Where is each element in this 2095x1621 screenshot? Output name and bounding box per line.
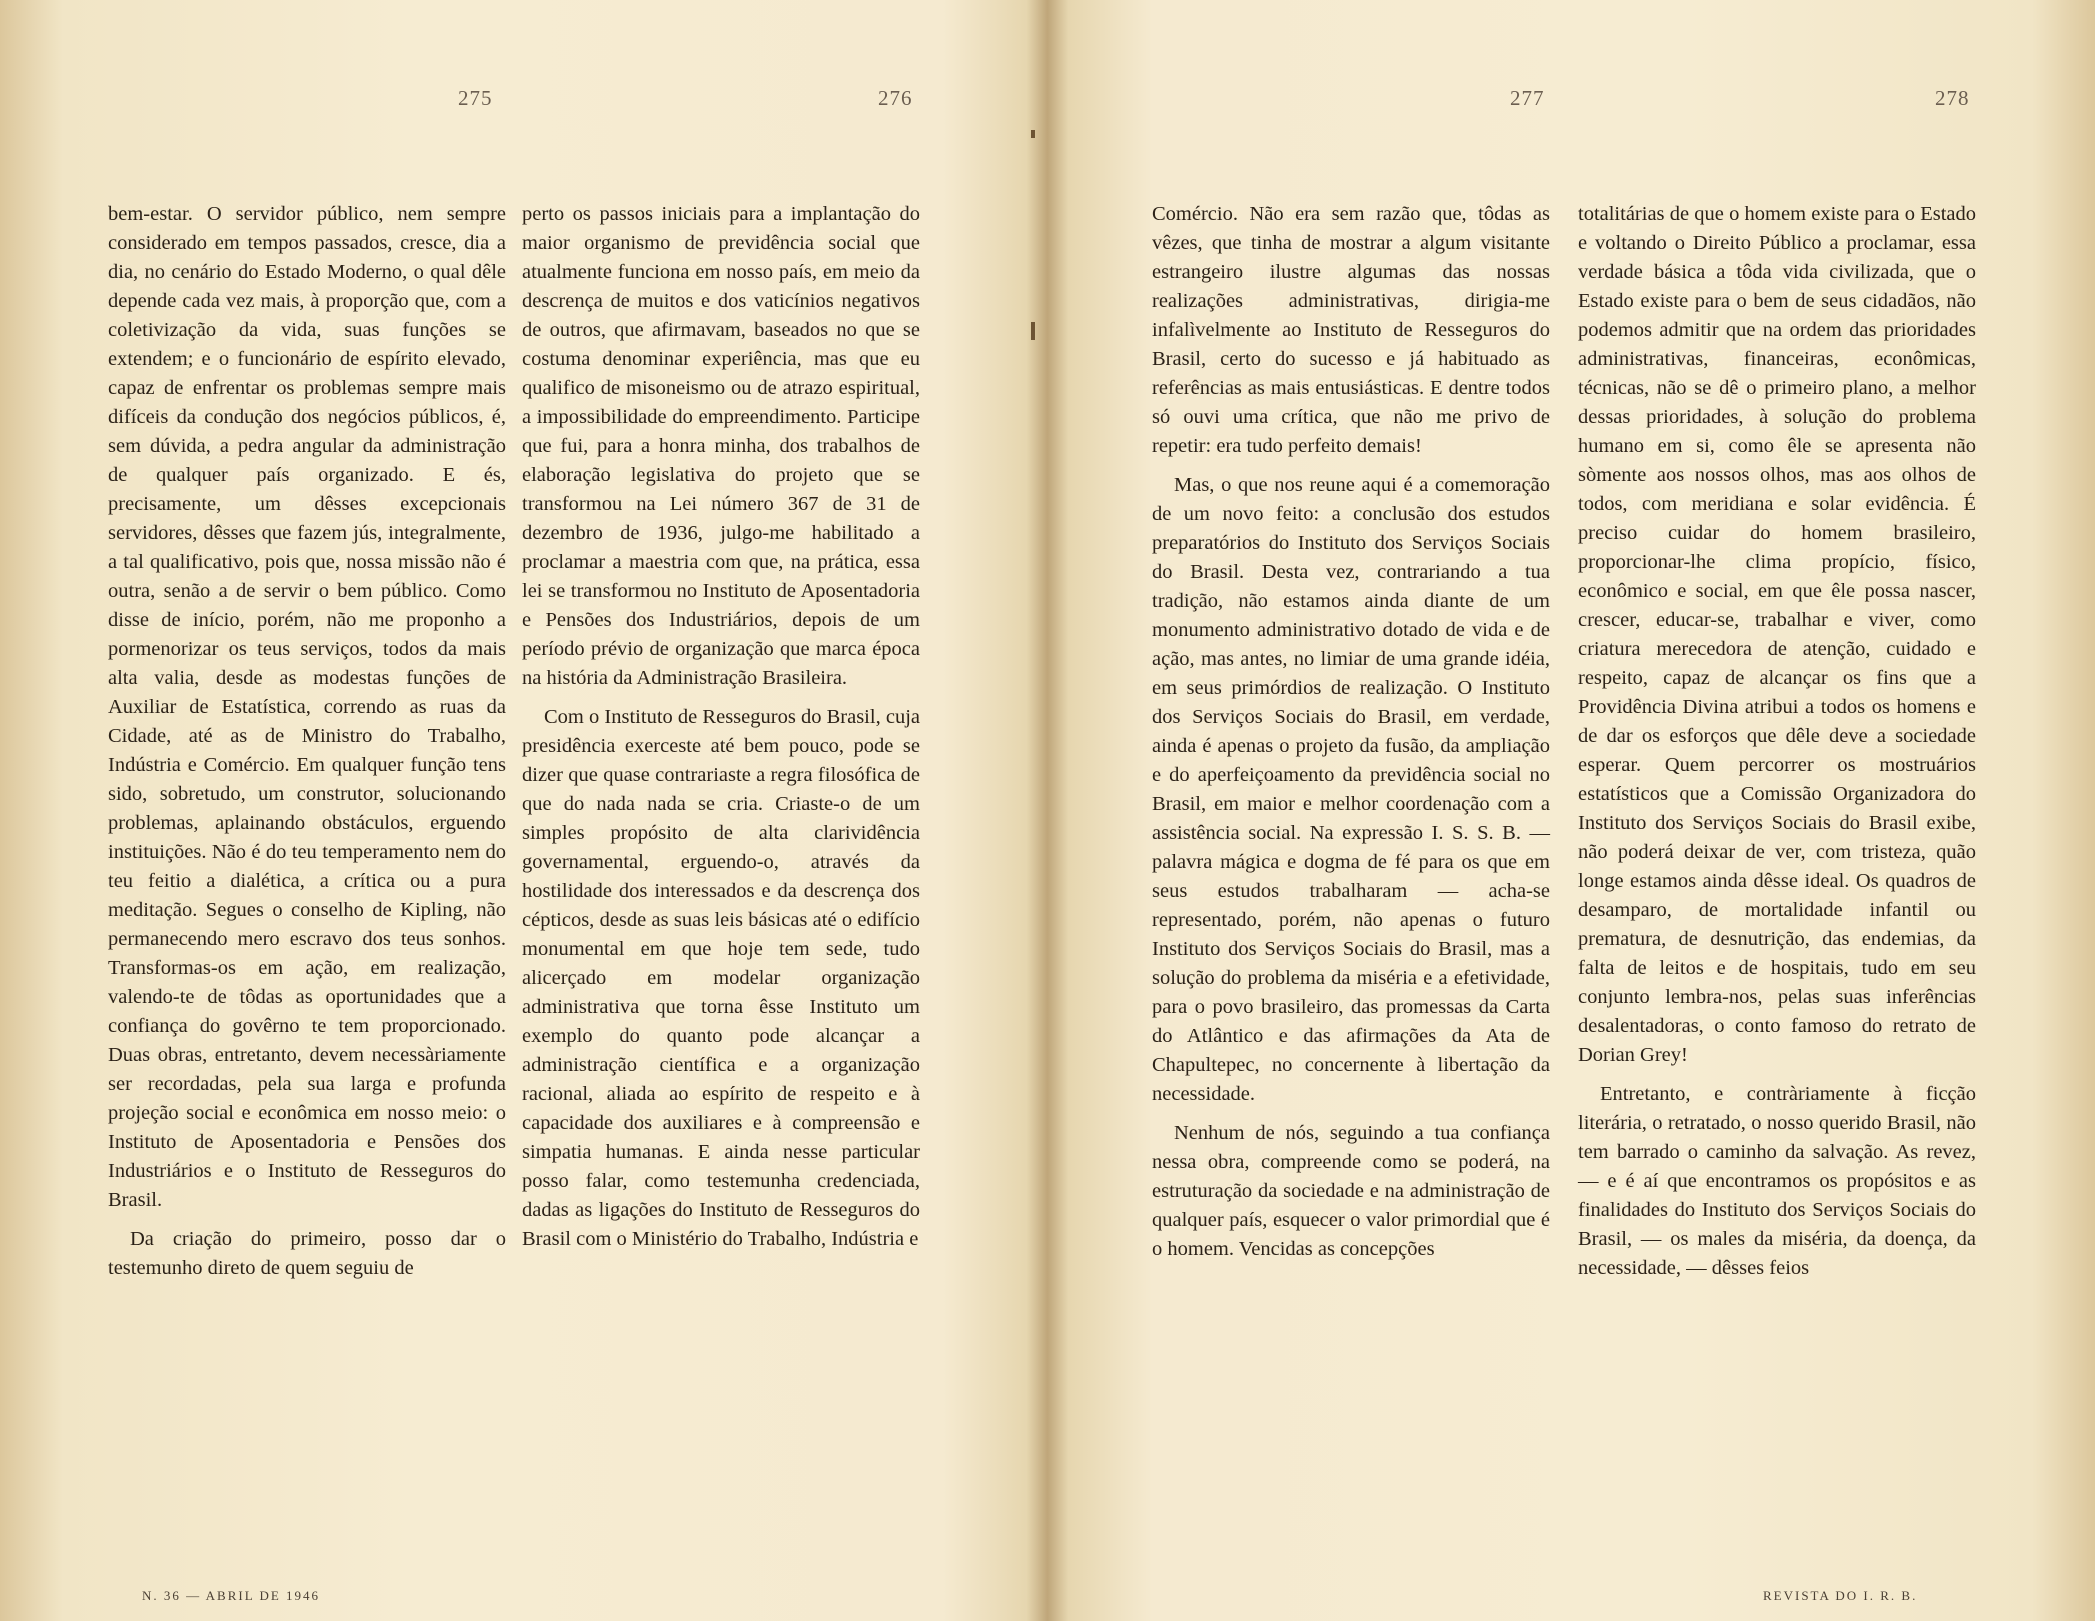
page-number: 275: [458, 86, 493, 110]
page-footer: N. 36 — ABRIL DE 1946: [142, 1588, 321, 1603]
left-page: [0, 0, 1040, 1621]
paragraph: Da criação do primeiro, posso dar o testemunho direto de quem seguiu de: [108, 1228, 506, 1279]
page-number: 277: [1510, 86, 1545, 110]
paragraph: Com o Instituto de Resseguros do Brasil, cuja presidência exerceste até bem pouco, pode se dizer que quase contrariaste a regra filosófica de que do nada nada se cria. Criaste-o de um simples propósito de alta clarividência governamental, erguendo-o, através da hostilidade dos interessados e da descrença dos cépticos, desde as suas leis básicas até o edifício monumental em que hoje tem sede, tudo alicerçado em modelar organização administrativa que torna êsse Instituto um exemplo do quanto pode alcançar a administração científica e a organização racional, aliada ao espírito de respeito e à capacidade dos auxiliares e à compreensão e simpatia humanas. E ainda nesse particular posso falar, como testemunha credenciada, dadas as ligações do Instituto de Resseguros do Brasil com o Ministério do Trabalho, Indústria e: [522, 706, 920, 1250]
page-footer: REVISTA DO I. R. B.: [1763, 1588, 1918, 1603]
right-page: [1055, 0, 2095, 1621]
text-column: [1578, 200, 1976, 1283]
page-number: 278: [1935, 86, 1970, 110]
paragraph: Entretanto, e contràriamente à ficção literária, o retratado, o nosso querido Brasil, não tem barrado o caminho da salvação. As revez, — e é aí que encontramos os propósitos e as finalidades do Instituto dos Serviços Sociais do Brasil, — os males da miséria, da doença, da necessidade, — dêsses feios: [1578, 1083, 1976, 1279]
text-column: [108, 200, 506, 1283]
paragraph: bem-estar. O servidor público, nem sempre considerado em tempos passados, cresce, dia a dia, no cenário do Estado Moderno, o qual dêle depende cada vez mais, à proporção que, com a coletivização da vida, suas funções se extendem; e o funcionário de espírito elevado, capaz de enfrentar os problemas sempre mais difíceis da condução dos negócios públicos, é, sem dúvida, a pedra angular da administração de qualquer país organizado. E és, precisamente, um dêsses excepcionais servidores, dêsses que fazem jús, integralmente, a tal qualificativo, pois que, nossa missão não é outra, senão a de servir o bem público. Como disse de início, porém, não me proponho a pormenorizar os teus serviços, todos da mais alta valia, desde as modestas funções de Auxiliar de Estatística, correndo as ruas da Cidade, até as de Ministro do Trabalho, Indústria e Comércio. Em qualquer função tens sido, sobretudo, um construtor, solucionando problemas, aplainando obstáculos, erguendo instituições. Não é do teu temperamento nem do teu feitio a dialética, a crítica ou a pura meditação. Segues o conselho de Kipling, não permanecendo mero escravo dos teus sonhos. Transformas-os em ação, em realização, valendo-te de tôdas as oportunidades que a confiança do govêrno te tem proporcionado. Duas obras, entretanto, devem necessàriamente ser recordadas, pela sua larga e profunda projeção social e econômica em nosso meio: o Instituto de Aposentadoria e Pensões dos Industriários e o Instituto de Resseguros do Brasil.: [108, 203, 506, 1211]
paragraph: Comércio. Não era sem razão que, tôdas as vêzes, que tinha de mostrar a algum visitante estrangeiro ilustre algumas das nossas realizações administrativas, dirigia-me infalìvelmente ao Instituto de Resseguros do Brasil, certo do sucesso e já habituado as referências as mais entusiásticas. E dentre todos só ouvi uma crítica, que não me privo de repetir: era tudo perfeito demais!: [1152, 203, 1550, 457]
page-number: 276: [878, 86, 913, 110]
text-column: [522, 200, 920, 1254]
text-column: [1152, 200, 1550, 1264]
paragraph: Mas, o que nos reune aqui é a comemoração de um novo feito: a conclusão dos estudos preparatórios do Instituto dos Serviços Sociais do Brasil. Desta vez, contrariando a tua tradição, não estamos ainda diante de um monumento administrativo dotado de vida e de ação, mas antes, no limiar de uma grande idéia, em seus primórdios de realização. O Instituto dos Serviços Sociais do Brasil, em verdade, ainda é apenas o projeto da fusão, da ampliação e do aperfeiçoamento da previdência social no Brasil, em maior e melhor coordenação com a assistência social. Na expressão I. S. S. B. — palavra mágica e dogma de fé para os que em seus estudos trabalharam — acha-se representado, porém, não apenas o futuro Instituto dos Serviços Sociais do Brasil, mas a solução do problema da miséria e a efetividade, para o povo brasileiro, das promessas da Carta do Atlântico e das afirmações da Ata de Chapultepec, no concernente à libertação da necessidade.: [1152, 474, 1550, 1105]
paragraph: totalitárias de que o homem existe para o Estado e voltando o Direito Público a proclamar, essa verdade básica a tôda vida civilizada, que o Estado existe para o bem de seus cidadãos, não podemos admitir que na ordem das prioridades administrativas, financeiras, econômicas, técnicas, não se dê o primeiro plano, a melhor dessas prioridades, à solução do problema humano em si, como êle se apresenta não sòmente aos nossos olhos, mas aos olhos de todos, com meridiana e solar evidência. É preciso cuidar do homem brasileiro, proporcionar-lhe clima propício, físico, econômico e social, em que êle possa nascer, crescer, educar-se, trabalhar e viver, como criatura merecedora de atenção, cuidado e respeito, capaz de alcançar os fins que a Providência Divina atribui a todos os homens e de dar os esforços que dêle deve a sociedade esperar. Quem percorrer os mostruários estatísticos que a Comissão Organizadora do Instituto dos Serviços Sociais do Brasil exibe, não poderá deixar de ver, com tristeza, quão longe estamos ainda dêsse ideal. Os quadros de desamparo, de mortalidade infantil ou prematura, de desnutrição, das endemias, da falta de leitos e de hospitais, tudo em seu conjunto lembra-nos, pelas suas inferências desalentadoras, o conto famoso do retrato de Dorian Grey!: [1578, 203, 1976, 1066]
paragraph: perto os passos iniciais para a implantação do maior organismo de previdência social que atualmente funciona em nosso país, em meio da descrença de muitos e dos vaticínios negativos de outros, que afirmavam, baseados no que se costuma denominar experiência, mas que eu qualifico de misoneismo ou de atrazo espiritual, a impossibilidade do empreendimento. Participe que fui, para a honra minha, dos trabalhos de elaboração legislativa do projeto que se transformou na Lei número 367 de 31 de dezembro de 1936, julgo-me habilitado a proclamar a maestria com que, na prática, essa lei se transformou no Instituto de Aposentadoria e Pensões dos Industriários, depois de um período prévio de organização que marca época na história da Administração Brasileira.: [522, 203, 920, 689]
paragraph: Nenhum de nós, seguindo a tua confiança nessa obra, compreende como se poderá, na estruturação da sociedade e na administração de qualquer país, esquecer o valor primordial que é o homem. Vencidas as concepções: [1152, 1122, 1550, 1260]
